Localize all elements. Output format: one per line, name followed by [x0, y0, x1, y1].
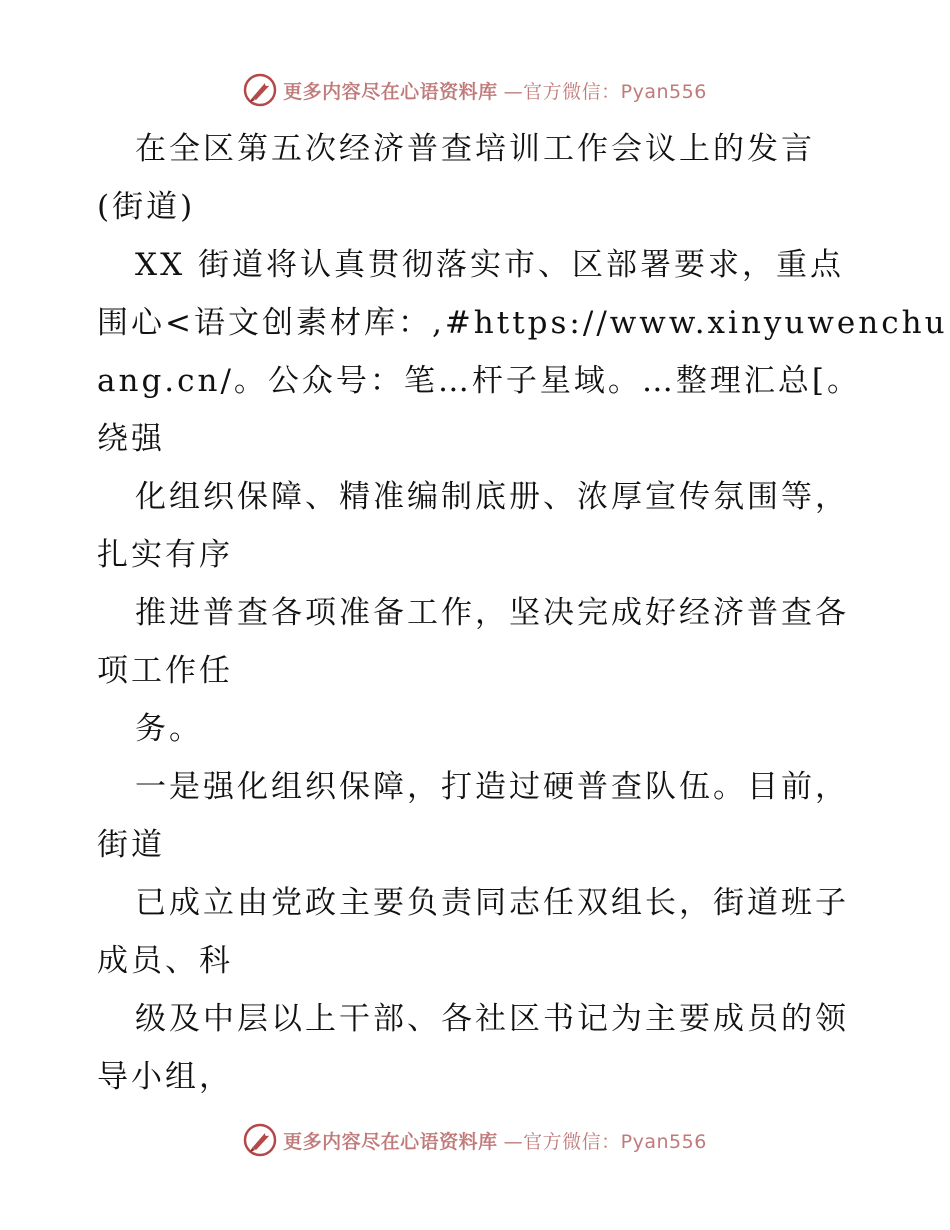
paragraph-line: 街道 [97, 827, 165, 863]
document-body [97, 120, 948, 1106]
paragraph-line: 推进普查各项准备工作，坚决完成好经济普查各 [135, 595, 849, 631]
paragraph-line: 务。 [135, 711, 203, 747]
pen-logo-icon [243, 1123, 277, 1157]
footer-banner [0, 1120, 950, 1160]
paragraph-line: 已成立由党政主要负责同志任双组长，街道班子 [135, 885, 849, 921]
banner-wechat: —官方微信：Pyan556 [503, 80, 707, 103]
document-subtitle: (街道) [97, 189, 196, 225]
paragraph-line: 绕强 [97, 421, 165, 457]
paragraph-line: 成员、科 [97, 943, 233, 979]
paragraph-line: 级及中层以上干部、各社区书记为主要成员的领 [135, 1001, 849, 1037]
paragraph-line: 扎实有序 [97, 537, 233, 573]
paragraph-line: XX 街道将认真贯彻落实市、区部署要求，重点 [135, 247, 844, 283]
paragraph-line: ang.cn/。公众号：笔…杆子星域。…整理汇总[。 [97, 363, 862, 399]
banner-slogan: 更多内容尽在心语资料库 [283, 1130, 498, 1153]
paragraph-line: 导小组， [97, 1059, 233, 1095]
banner-slogan: 更多内容尽在心语资料库 [283, 80, 498, 103]
banner-wechat: —官方微信：Pyan556 [503, 1130, 707, 1153]
document-title: 在全区第五次经济普查培训工作会议上的发言 [135, 131, 815, 167]
paragraph-line: 一是强化组织保障，打造过硬普查队伍。目前， [135, 769, 849, 805]
header-banner [0, 70, 950, 110]
paragraph-line: 项工作任 [97, 653, 233, 689]
paragraph-line: 化组织保障、精准编制底册、浓厚宣传氛围等， [135, 479, 849, 515]
pen-logo-icon [243, 73, 277, 107]
paragraph-line: 围心<语文创素材库：,#https://www.xinyuwenchu [97, 305, 948, 341]
